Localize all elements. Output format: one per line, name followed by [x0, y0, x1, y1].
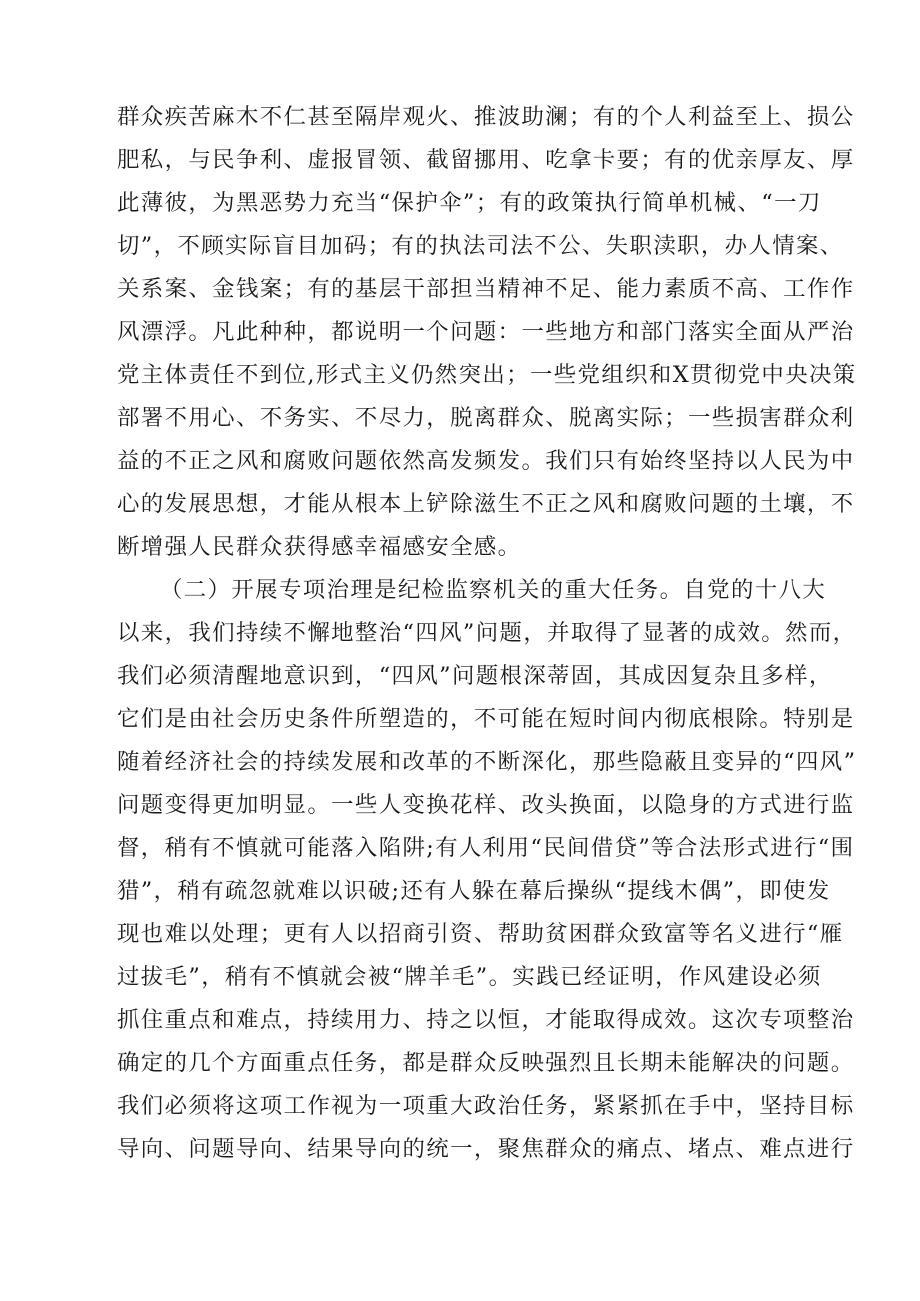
text-line: 现也难以处理；更有人以招商引资、帮助贫困群众致富等名义进行“雁: [117, 921, 844, 947]
text-line: 风漂浮。凡此种种，都说明一个问题：一些地方和部门落实全面从严治: [117, 319, 855, 345]
text-line: 猎”，稍有疏忽就难以识破;还有人躲在幕后操纵“提线木偶”，即使发: [117, 878, 831, 904]
text-line: 益的不正之风和腐败问题依然高发频发。我们只有始终坚持以人民为中: [117, 448, 855, 474]
text-line: 此薄彼，为黑恶势力充当“保护伞”；有的政策执行简单机械、“一刀: [117, 190, 822, 216]
section-heading-line: （二）开展专项治理是纪检监察机关的重大任务。自党的十八大: [160, 577, 827, 603]
paragraph-2: [117, 569, 857, 1171]
text-line: 我们必须清醒地意识到，“四风”问题根深蒂固，其成因复杂且多样，: [117, 663, 833, 689]
text-line: 抓住重点和难点，持续用力、持之以恒，才能取得成效。这次专项整治: [117, 1007, 855, 1033]
text-line: 以来，我们持续不懈地整治“四风”问题，并取得了显著的成效。然而，: [117, 620, 857, 646]
text-line: 随着经济社会的持续发展和改革的不断深化，那些隐蔽且变异的“四风”: [117, 749, 857, 775]
document-body: [117, 96, 857, 1171]
text-line: 督，稍有不慎就可能落入陷阱;有人利用“民间借贷”等合法形式进行“围: [117, 835, 855, 861]
text-line: 它们是由社会历史条件所塑造的，不可能在短时间内彻底根除。特别是: [117, 706, 855, 732]
text-line: 确定的几个方面重点任务，都是群众反映强烈且长期未能解决的问题。: [117, 1050, 855, 1076]
text-line: 党主体责任不到位,形式主义仍然突出；一些党组织和X贯彻党中央决策: [117, 362, 857, 388]
text-line: 过拔毛”，稍有不慎就会被“牌羊毛”。实践已经证明，作风建设必须: [117, 964, 822, 990]
text-line: 切”，不顾实际盲目加码；有的执法司法不公、失职渎职，办人情案、: [117, 233, 844, 259]
text-line: 群众疾苦麻木不仁甚至隔岸观火、推波助澜；有的个人利益至上、损公: [117, 104, 855, 130]
text-line: 导向、问题导向、结果导向的统一，聚焦群众的痛点、堵点、难点进行: [117, 1136, 855, 1162]
text-line: 肥私，与民争利、虚报冒领、截留挪用、吃拿卡要；有的优亲厚友、厚: [117, 147, 855, 173]
text-line: 问题变得更加明显。一些人变换花样、改头换面，以隐身的方式进行监: [117, 792, 855, 818]
text-line: 关系案、金钱案；有的基层干部担当精神不足、能力素质不高、工作作: [117, 276, 855, 302]
text-line: 部署不用心、不务实、不尽力，脱离群众、脱离实际；一些损害群众利: [117, 405, 855, 431]
text-line: 心的发展思想，才能从根本上铲除滋生不正之风和腐败问题的土壤，不: [117, 491, 855, 517]
paragraph-1: [117, 96, 857, 569]
text-line: 我们必须将这项工作视为一项重大政治任务，紧紧抓在手中，坚持目标: [117, 1093, 855, 1119]
text-line: 断增强人民群众获得感幸福感安全感。: [117, 534, 522, 560]
